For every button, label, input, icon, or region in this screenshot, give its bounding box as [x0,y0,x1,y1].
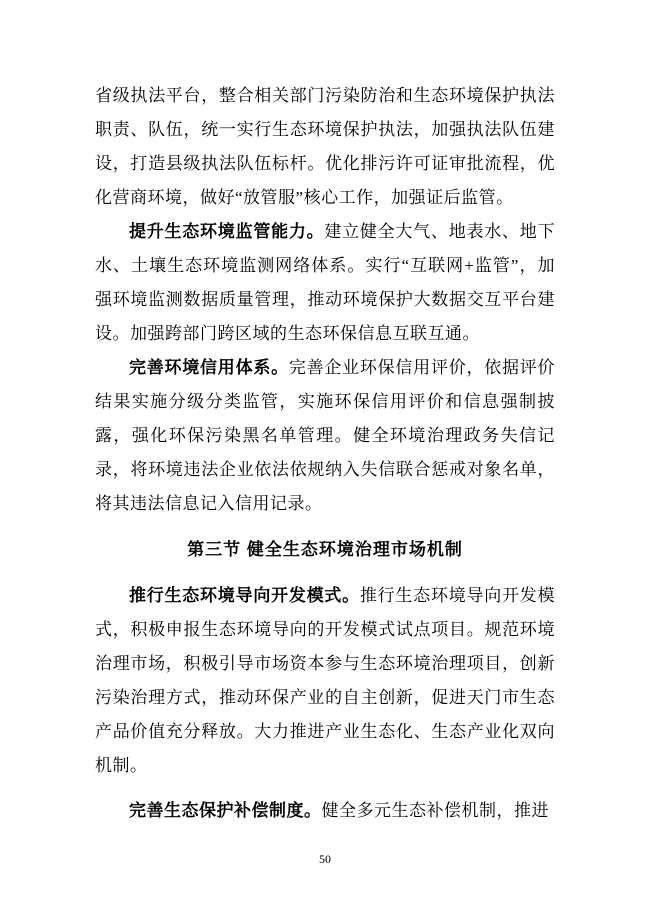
paragraph-text: 推行生态环境导向开发模式，积极申报生态环境导向的开发模式试点项目。规范环境治理市场，积极引导市场资本参与生态环境治理项目，创新污染治理方式，推动环保产业的自主创新，促进天门市生态产品价值充分释放。大力推进产业生态化、生态产业化双向机制。 [95,586,556,775]
paragraph-compensation-system [95,794,555,828]
paragraph-text: 建立健全大气、地表水、地下水、土壤生态环境监测网络体系。实行“互联网+监管”，加强环境监测数据质量管理，推动环境保护大数据交互平台建设。加强跨部门跨区域的生态环保信息互联互通。 [95,222,556,343]
page-number: 50 [319,852,331,866]
paragraph-credit-system [95,351,555,521]
paragraph-lead: 完善环境信用体系。 [129,358,289,377]
paragraph-development-model [95,579,555,783]
paragraph-lead: 推行生态环境导向开发模式。 [129,586,360,605]
section-heading: 第三节 健全生态环境治理市场机制 [187,540,463,559]
paragraph-lead: 提升生态环境监管能力。 [129,222,325,241]
paragraph-supervision-capability [95,215,555,351]
paragraph-text: 健全多元生态补偿机制，推进 [321,801,549,820]
paragraph-lead: 完善生态保护补偿制度。 [129,801,322,820]
paragraph-continuation [95,79,555,215]
paragraph-text: 完善企业环保信用评价，依据评价结果实施分级分类监管，实施环保信用评价和信息强制披露，强化环保污染黑名单管理。健全环境治理政务失信记录，将环境违法企业依法依规纳入失信联合惩戒对象名单，将其违法信息记入信用记录。 [95,358,556,513]
paragraph-text: 省级执法平台，整合相关部门污染防治和生态环境保护执法职责、队伍，统一实行生态环境保护执法，加强执法队伍建设，打造县级执法队伍标杆。优化排污许可证审批流程，优化营商环境，做好“放管服”核心工作，加强证后监管。 [95,86,555,207]
